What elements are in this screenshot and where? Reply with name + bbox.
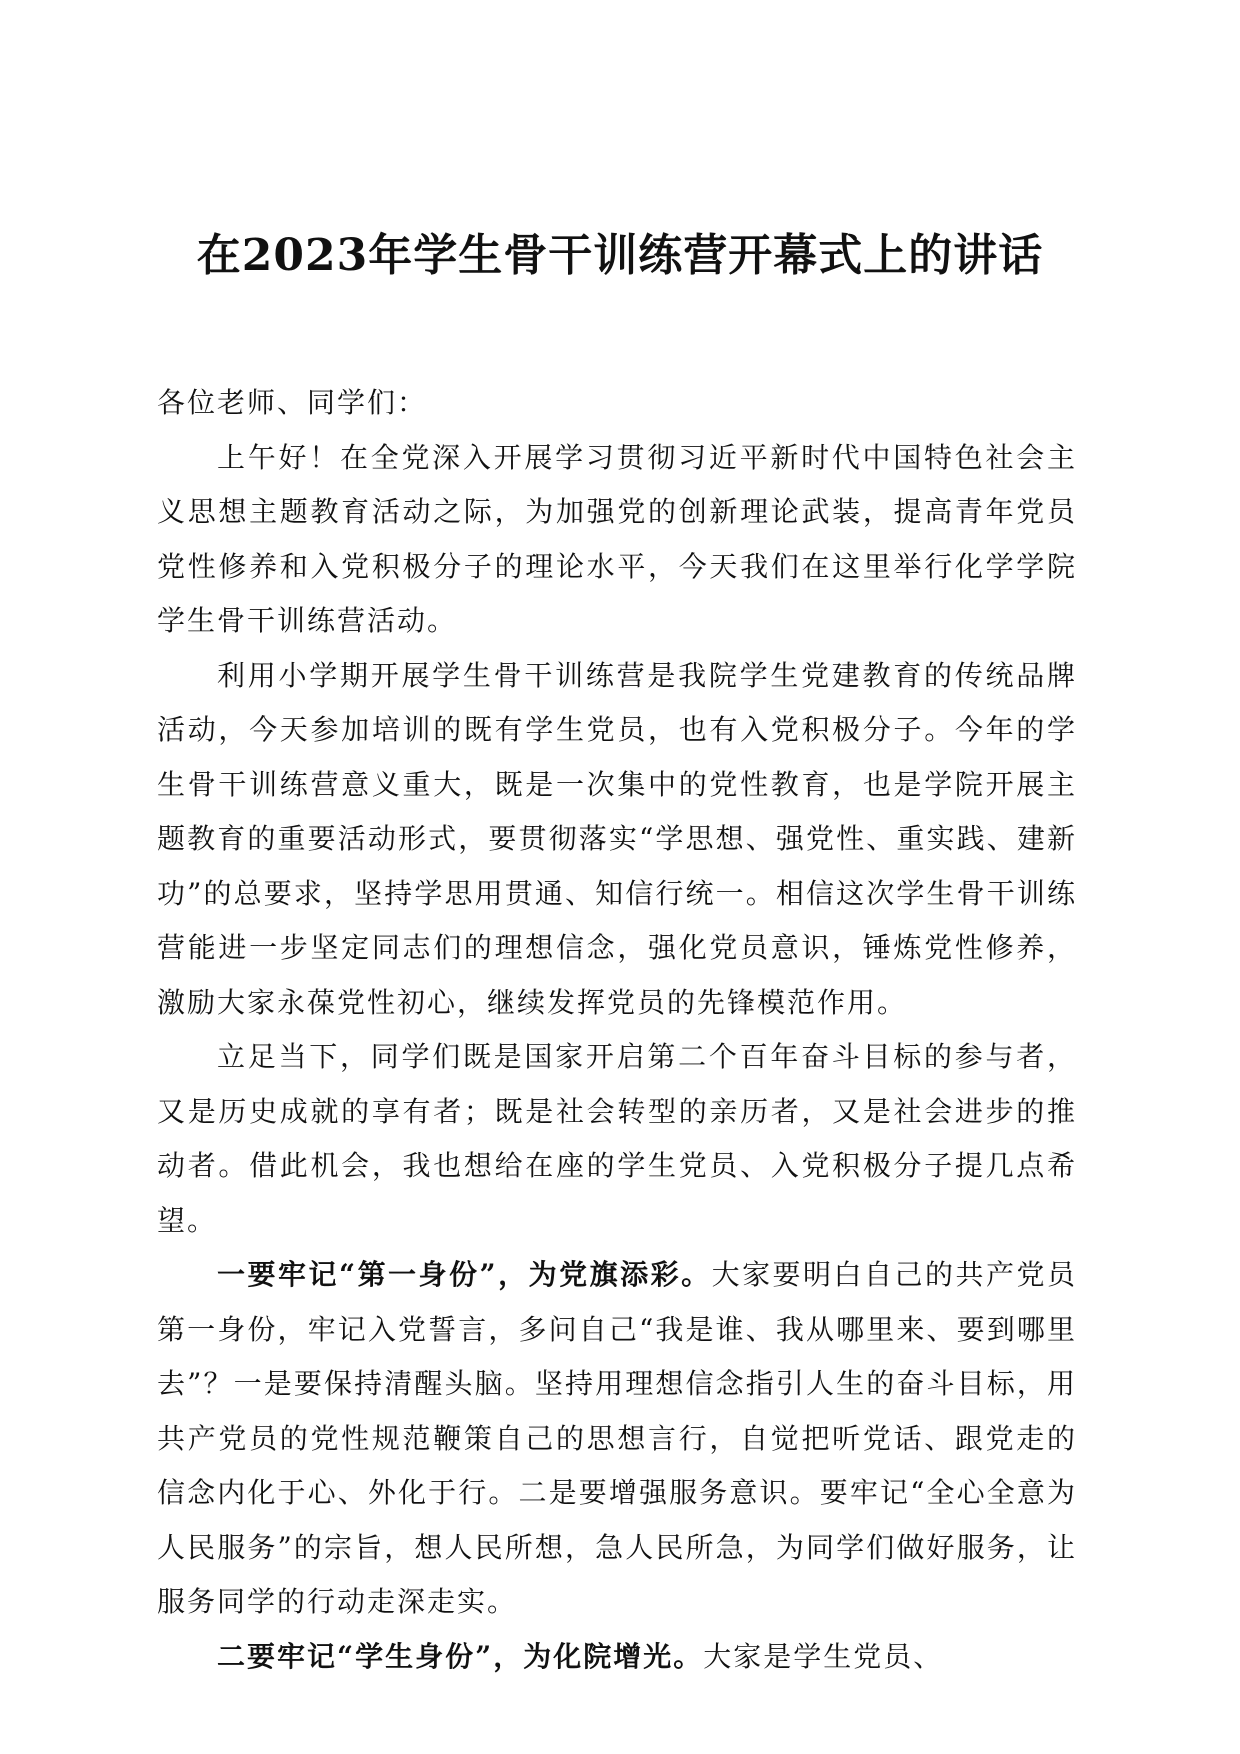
first-requirement-heading: 一要牢记“第一身份”，为党旗添彩。	[217, 1258, 712, 1291]
second-requirement-heading: 二要牢记“学生身份”，为化院增光。	[217, 1639, 704, 1673]
first-requirement-text: 大家要明白自己的共产党员第一身份，牢记入党誓言，多问自己“我是谁、我从哪里来、要到哪里去”？一是要保持清醒头脑。坚持用理想信念指引人生的奋斗目标，用共产党员的党性规范鞭策自己的思想言行，自觉把听党话、跟党走的信念内化于心、外化于行。二是要增强服务意识。要牢记“全心全意为人民服务”的宗旨，想人民所想，急人民所急，为同学们做好服务，让服务同学的行动走深走实。	[157, 1258, 1077, 1618]
salutation: 各位老师、同学们：	[157, 386, 428, 419]
document-title: 在2023年学生骨干训练营开幕式上的讲话	[196, 230, 1044, 281]
paragraph-greeting: 上午好！在全党深入开展学习贯彻习近平新时代中国特色社会主义思想主题教育活动之际，为加强党的创新理论武装，提高青年党员党性修养和入党积极分子的理论水平，今天我们在这里举行化学学院学生骨干训练营活动。	[157, 440, 1077, 637]
paragraph-second-requirement	[157, 1630, 1077, 1685]
paragraph-first-requirement	[157, 1248, 1077, 1630]
paragraph-training-camp: 利用小学期开展学生骨干训练营是我院学生党建教育的传统品牌活动，今天参加培训的既有学生党员，也有入党积极分子。今年的学生骨干训练营意义重大，既是一次集中的党性教育，也是学院开展主题教育的重要活动形式，要贯彻落实“学思想、强党性、重实践、建新功”的总要求，坚持学思用贯通、知信行统一。相信这次学生骨干训练营能进一步坚定同志们的理想信念，强化党员意识，锤炼党性修养，激励大家永葆党性初心，继续发挥党员的先锋模范作用。	[157, 658, 1077, 1019]
second-requirement-text: 大家是学生党员、	[703, 1639, 944, 1673]
document-body	[157, 376, 1077, 1684]
paragraph-expectations: 立足当下，同学们既是国家开启第二个百年奋斗目标的参与者，又是历史成就的享有者；既是社会转型的亲历者，又是社会进步的推动者。借此机会，我也想给在座的学生党员、入党积极分子提几点希望。	[157, 1040, 1077, 1237]
